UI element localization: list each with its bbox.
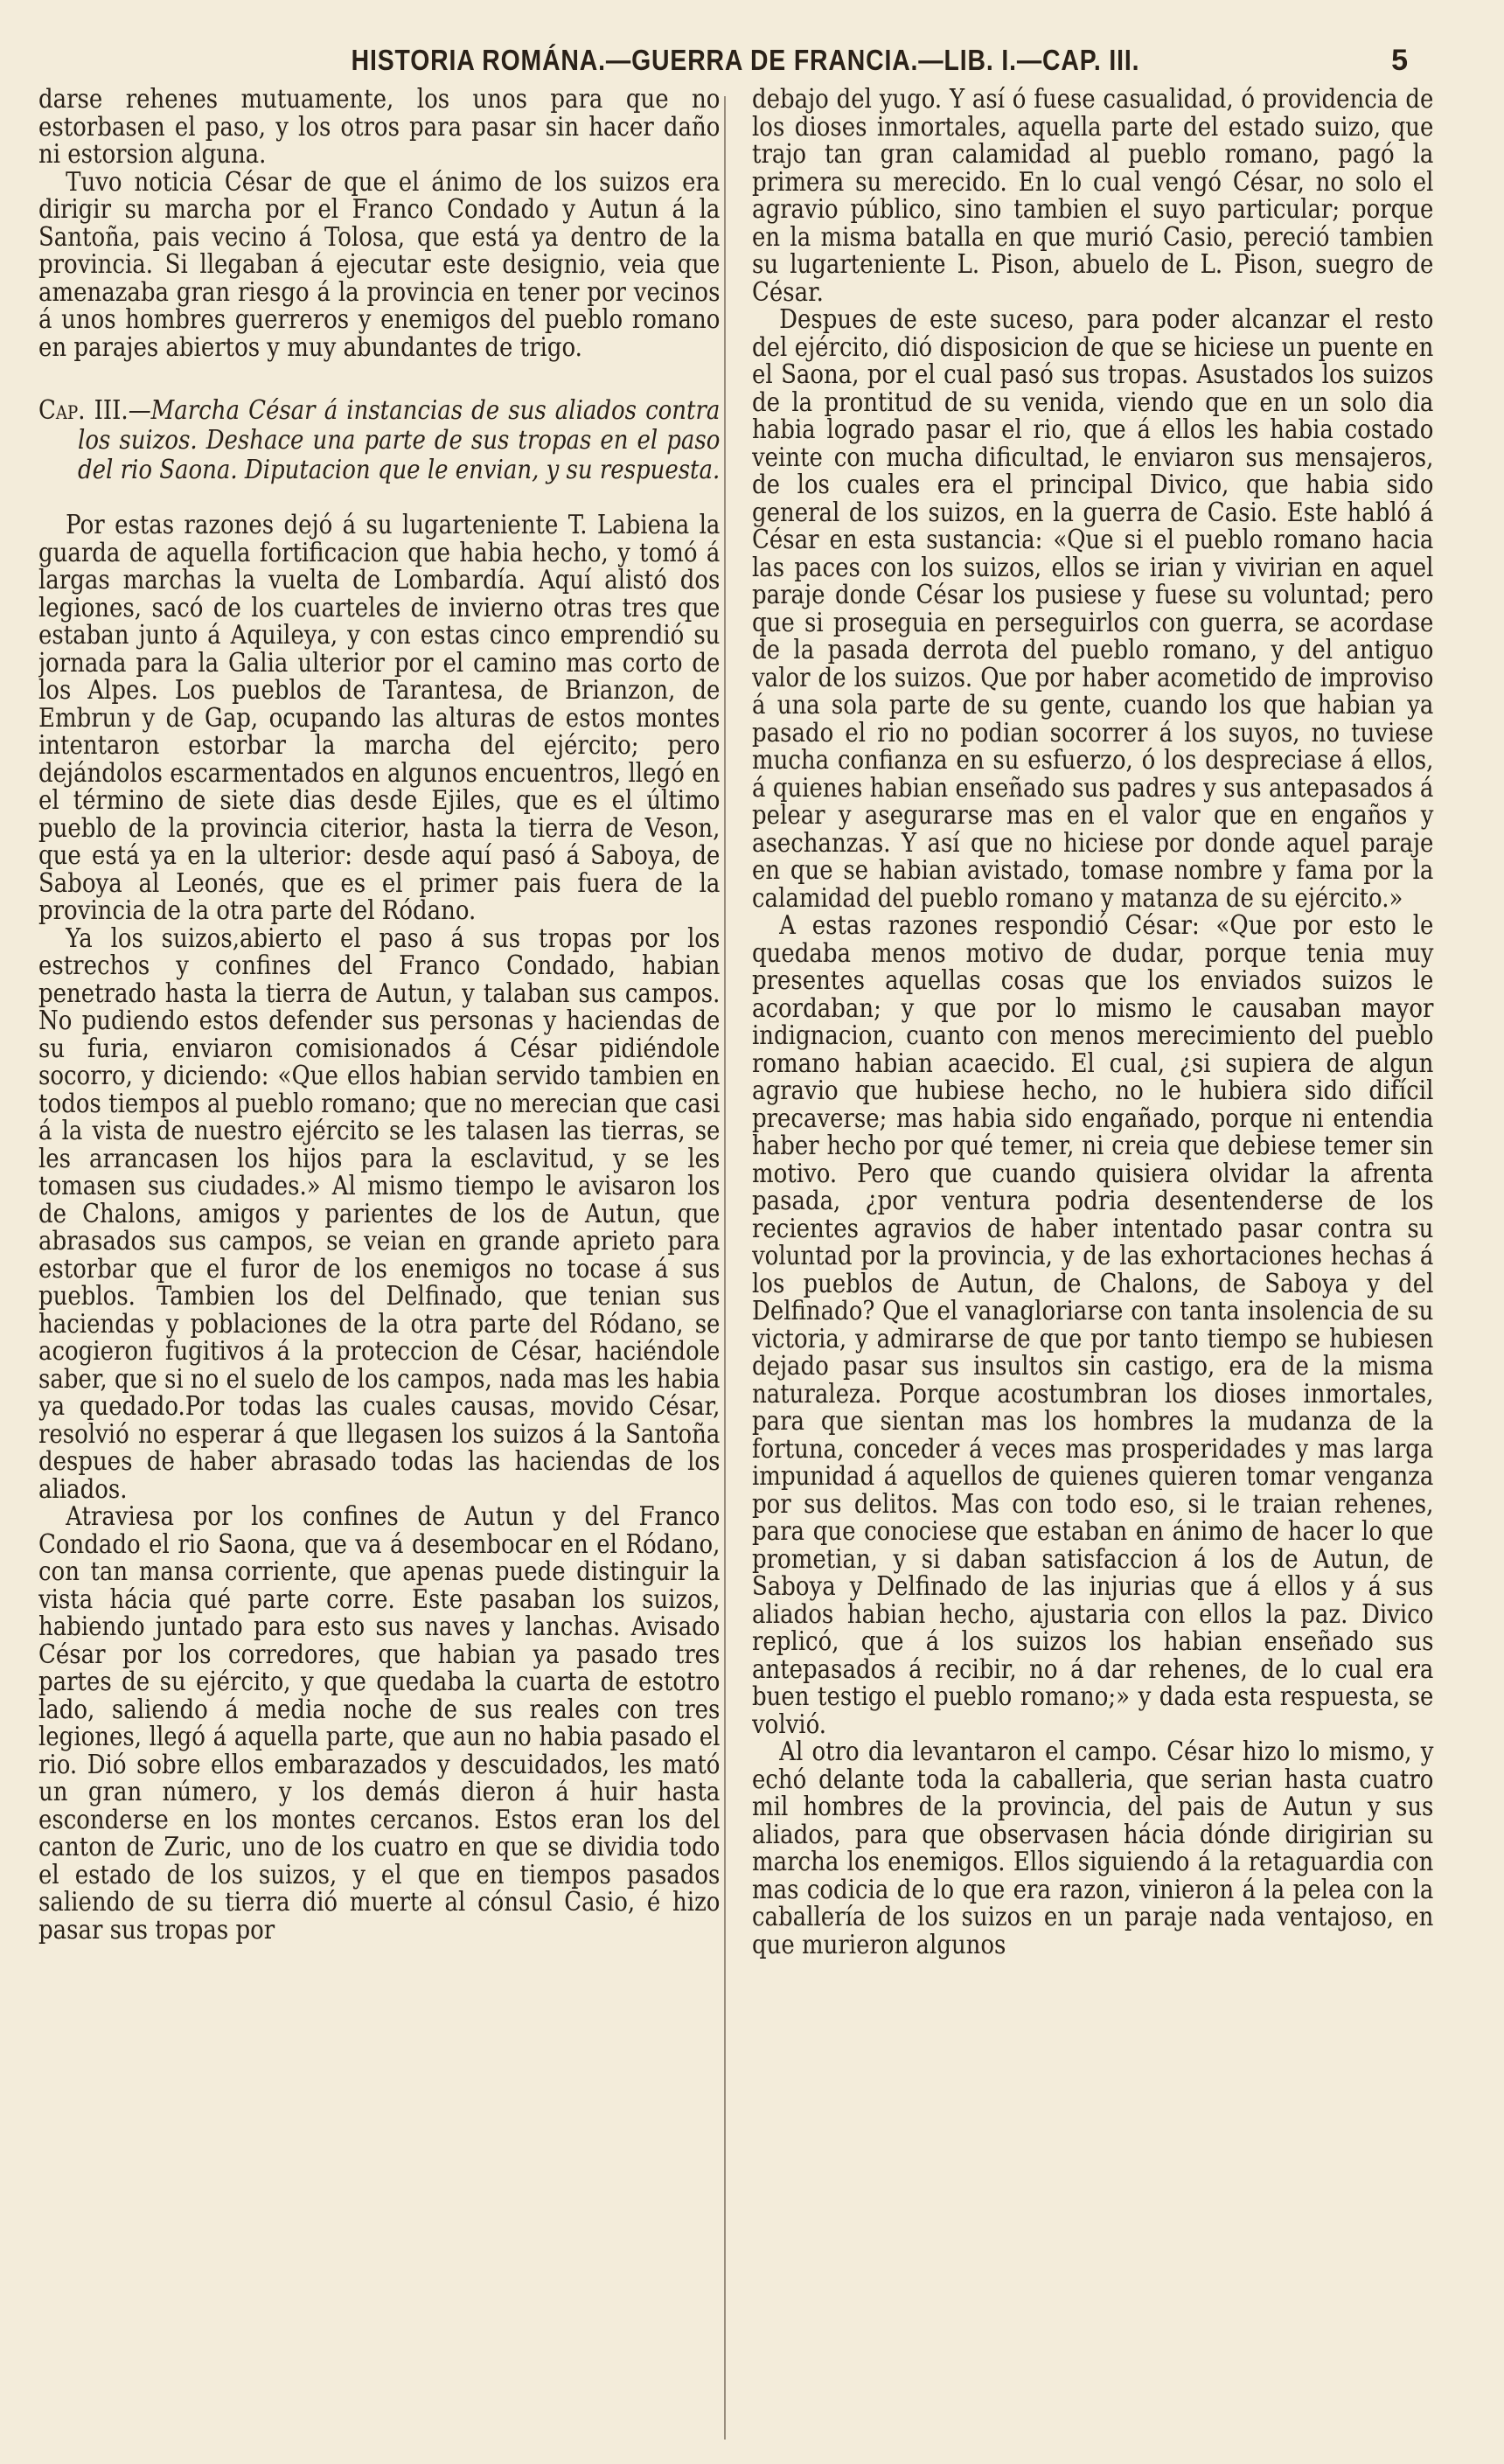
chapter-summary: —Marcha César á instancias de sus aliados contra los suizos. Deshace una parte de sus tropas en el paso del rio Saona. Diputacion que le envian, y su respuesta. — [78, 395, 721, 485]
paragraph: Ya los suizos,abierto el paso á sus tropas por los estrechos y confines del Franco Condado, habian penetrado hasta la tierra de Autun, y talaban sus campos. No pudiendo estos defender sus personas y haciendas de su furia, enviaron comisionados á César pidiéndole socorro, y diciendo: «Que ellos habian servido tambien en todos tiempos al pueblo romano; que no merecian que casi á la vista de nuestro ejército se les talasen las tierras, se les arrancasen los hijos para la esclavitud, y se les tomasen sus ciudades.» Al mismo tiempo le avisaron los de Chalons, amigos y parientes de los de Autun, que abrasados sus campos, se veian en grande aprieto para estorbar que el furor de los enemigos no tocase á sus pueblos. Tambien los del Delfinado, que tenian sus haciendas y poblaciones de la otra parte del Ródano, se acogieron fugitivos á la proteccion de César, haciéndole saber, que si no el suelo de los campos, nada mas les habia ya quedado.Por todas las cuales causas, movido César, resolvió no esperar á que llegasen los suizos á la Santoña despues de haber abrasado todas las haciendas de los aliados. — [38, 922, 721, 1505]
paragraph: Despues de este suceso, para poder alcanzar el resto del ejército, dió disposicion de que se hiciese un puente en el Saona, por el cual pasó sus tropas. Asustados los suizos de la prontitud de su venida, viendo que en un solo dia habia logrado pasar el rio, que á ellos les habia costado veinte con mucha dificultad, le enviaron sus mensajeros, de los cuales era el principal Divico, que habia sido general de los suizos, en la guerra de Casio. Este habló á César en esta sustancia: «Que si el pueblo romano hacia las paces con los suizos, ellos se irian y vivirian en aquel paraje donde César los pusiese y fuese su voluntad; pero que si proseguia en perseguirlos con guerra, se acordase de la pasada derrota del pueblo romano, y del antiguo valor de los suizos. Que por haber acometido de improviso á una sola parte de su gente, cuando los que habian ya pasado el rio no podian socorrer á los suyos, no tuviese mucha confianza en su esfuerzo, ó los despreciase á ellos, á quienes habian enseñado sus padres y sus antepasados á pelear y asegurarse mas en el valor que en engaños y asechanzas. Y así que no hiciese por donde aquel paraje en que se habian avistado, tomase nombre y fama por la calamidad del pueblo romano y matanza de su ejército.» — [752, 304, 1434, 914]
page-number: 5 — [1391, 44, 1408, 77]
paragraph: debajo del yugo. Y así ó fuese casualidad, ó providencia de los dioses inmortales, aquella parte del estado suizo, que trajo tan gran calamidad al pueblo romano, pagó la primera su merecido. En lo cual vengó César, no solo el agravio público, sino tambien el suyo particular; porque en la misma batalla en que murió Casio, pereció tambien su lugarteniente L. Pison, abuelo de L. Pison, suegro de César. — [752, 86, 1434, 308]
paragraph: darse rehenes mutuamente, los unos para que no estorbasen el paso, y los otros para pasar sin hacer daño ni estorsion alguna. — [38, 86, 721, 170]
paragraph: Tuvo noticia César de que el ánimo de los suizos era dirigir su marcha por el Franco Condado y Autun á la Santoña, pais vecino á Tolosa, que está ya dentro de la provincia. Si llegaban á ejecutar este designio, veia que amenazaba gran riesgo á la provincia en tener por vecinos á unos hombres guerreros y enemigos del pueblo romano en parajes abiertos y muy abundantes de trigo. — [38, 166, 721, 363]
paragraph: Atraviesa por los confines de Autun y del Franco Condado el rio Saona, que va á desembocar en el Ródano, con tan mansa corriente, que apenas puede distinguir la vista hácia qué parte corre. Este pasaban los suizos, habiendo juntado para esto sus naves y lanchas. Avisado César por los corredores, que habian ya pasado tres partes de su ejército, y que quedaba la cuarta de estotro lado, saliendo á media noche de sus reales con tres legiones, llegó á aquella parte, que aun no habia pasado el rio. Dió sobre ellos embarazados y descuidados, les mató un gran número, y los demás dieron á huir hasta esconderse en los montes cercanos. Estos eran los del canton de Zuric, uno de los cuatro en que se dividia todo el estado de los suizos, y el que en tiempos pasados saliendo de su tierra dió muerte al cónsul Casio, é hizo pasar sus tropas por — [38, 1501, 721, 1945]
paragraph: Por estas razones dejó á su lugarteniente T. Labiena la guarda de aquella fortificacion que habia hecho, y tomó á largas marchas la vuelta de Lombardía. Aquí alistó dos legiones, sacó de los cuarteles de invierno otras tres que estaban junto á Aquileya, y con estas cinco emprendió su jornada para la Galia ulterior por el camino mas corto de los Alpes. Los pueblos de Tarantesa, de Brianzon, de Embrun y de Gap, ocupando las alturas de estos montes intentaron estorbar la marcha del ejército; pero dejándolos escarmentados en algunos encuentros, llegó en el término de siete dias desde Ejiles, que es el último pueblo de la provincia citerior, hasta la tierra de Veson, que está ya en la ulterior: desde aquí pasó á Saboya, de Saboya al Leonés, que es el primer pais fuera de la provincia de la otra parte del Ródano. — [38, 510, 721, 926]
left-column — [38, 86, 721, 2438]
right-column — [752, 86, 1434, 2438]
column-divider — [724, 96, 726, 2440]
paragraph: Al otro dia levantaron el campo. César hizo lo mismo, y echó delante toda la caballeria, que serian hasta cuatro mil hombres de la provincia, del pais de Autun y sus aliados, para que observasen hácia dónde dirigirian su marcha los enemigos. Ellos siguiendo á la retaguardia con mas codicia de lo que era razon, vinieron á la pelea con la caballería de los suizos en un paraje nada ventajoso, en que murieron algunos — [752, 1737, 1434, 1960]
running-title: HISTORIA ROMÁNA.—GUERRA DE FRANCIA.—LIB. I.—CAP. III. — [351, 44, 1140, 76]
paragraph: A estas razones respondió César: «Que por esto le quedaba menos motivo de dudar, porque tenia muy presentes aquellas cosas que los enviados suizos le acordaban; y que por lo mismo le causaban mayor indignacion, cuanto con menos merecimiento del pueblo romano habian acaecido. El cual, ¿si supiera de algun agravio que hubiese hecho, no le hubiera sido difícil precaverse; mas habia sido engañado, porque ni entendia haber hecho por qué temer, ni creia que debiese temer sin motivo. Pero que cuando quisiera olvidar la afrenta pasada, ¿por ventura podria desentenderse de los recientes agravios de haber intentado pasar contra su voluntad por la provincia, y de las exhortaciones hechas á los pueblos de Autun, de Chalons, de Saboya y del Delfinado? Que el vanagloriarse con tanta insolencia de su victoria, y admirarse de que por tanto tiempo se hubiesen dejado pasar sus insultos sin castigo, era de la misma naturaleza. Porque acostumbran los dioses inmortales, para que sientan mas los hombres la mudanza de la fortuna, conceder á veces mas prosperidades y mas larga impunidad á aquellos de quienes quieren tomar venganza por sus delitos. Mas con todo eso, si le traian rehenes, para que conociese que estaban en ánimo de hacer lo que prometian, y si daban satisfaccion á los de Autun, de Saboya y Delfinado de las injurias que á ellos y á sus aliados habian hecho, ajustaria con ellos la paz. Divico replicó, que á los suizos los habian enseñado sus antepasados á recibir, no á dar rehenes, de lo cual era buen testigo el pueblo romano;» y dada esta respuesta, se volvió. — [752, 910, 1434, 1740]
chapter-label: Cap. III. — [38, 395, 129, 426]
page-header — [35, 44, 1408, 87]
chapter-heading — [38, 396, 720, 485]
